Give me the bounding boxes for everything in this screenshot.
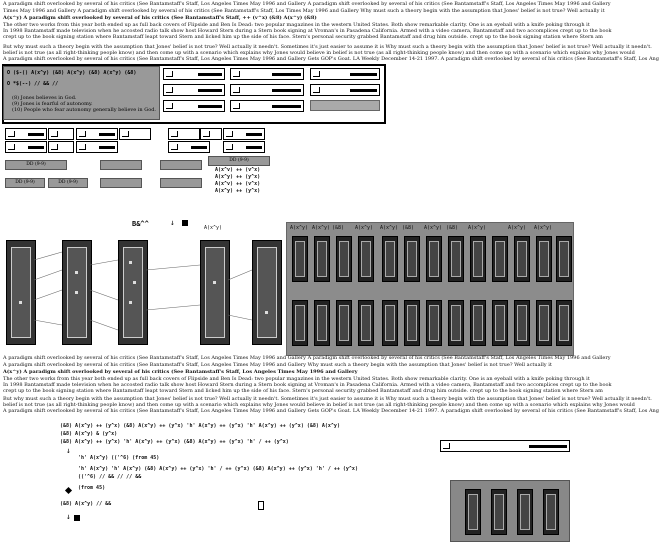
equation: (('^6) // && // // && [78, 474, 142, 480]
logic-cell [230, 68, 304, 80]
text-line: But why must such a theory begin with the assumption that Jones' belief is not true? Well actually it needn't. Sometimes it's just easier to assume it is Why must such a theory begin with the assumption that Jones' belief is not true? Well actually it needn't. [3, 44, 652, 50]
text-line: In 1998 Bantamstaff made television when he accosted radio talk show host Howard Stern during a Stern book signing at Vroman's in Pasadena California. Armed with a video camera, Bantamstaff and two accomplices crept up to the book [3, 382, 612, 388]
equation: (from 45) [78, 485, 106, 491]
slab-label: A(x^y) [204, 225, 223, 231]
small-cell [168, 141, 210, 153]
text-line: A paradigm shift overlooked by several of his critics (See Bantamstaff's Staff, Los Angeles Times May 1996 and Gallery Gets GOP's Goat. LA Weekly December 14-21 1997. A paradigm shift overlooked by several of his critics (See Bantamstaff's Staff, Los Ang [3, 56, 659, 62]
grid-slab [556, 300, 572, 346]
grid-slab [426, 236, 442, 282]
grid-slab [448, 236, 464, 282]
slab-label: A(x^y) [534, 225, 553, 231]
equation: (&8) A(x^y) // && [60, 501, 112, 507]
grid-slab [536, 236, 552, 282]
grid-slab [556, 236, 572, 282]
small-cell [200, 128, 222, 140]
dd-button[interactable]: DD (9-9) [48, 178, 88, 188]
grid-slab [536, 300, 552, 346]
grid-slab [470, 236, 486, 282]
grid-slab [358, 236, 374, 282]
formula: A(x^v) ++ (v^x) [215, 181, 261, 187]
small-cell [223, 141, 265, 153]
grid-slab [404, 300, 420, 346]
grid-slab [404, 236, 420, 282]
small-cell [168, 128, 200, 140]
diamond-icon [65, 487, 72, 494]
grid-slab [514, 236, 530, 282]
slab-label: A(x^y) [508, 225, 527, 231]
diagram-title: B&^^ [132, 220, 149, 228]
gray-bar [160, 160, 202, 170]
small-cell [48, 141, 74, 153]
footnote: (8) Jones believes in God. [12, 95, 77, 101]
text-line: The other two works from this year both ended up as full back covers of Flipside and Ben Is Dead: two popular magazines in the western United States. Both show remarkable clarity. One is an eyeball with a knife poking through it [3, 376, 590, 382]
text-line: belief is not true (as all right-thinking people know) and then come up with a scenario which explains why Jones would believe in belief is not true (as all right-thinking people know) and then come up with a scenario which explains why Jones would [3, 402, 635, 408]
text-line: The other two works from this year both ended up as full back covers of Flipside and Ben Is Dead: two popular magazines in the western United States. Both show remarkable clarity. One is an eyeball with a knife poking through it [3, 22, 590, 28]
text-line: A paradigm shift overlooked by several of his critics (See Bantamstaff's Staff, Los Angeles Times May 1996 and Gallery Why must such a theory begin with the assumption that Jones' belief is not true? Well actually it [3, 362, 552, 368]
dd-button[interactable]: DD (9-9) [5, 178, 45, 188]
text-line: crept up to the book signing station where Bantamstaff leapt toward Stern and licked him up the side of his face. Stern's personal security grabbed Bantamstaff and drug him outside. crept up to the book signing station where Stern am [3, 388, 603, 394]
formula: A(x^y) ++ (y^x) [215, 174, 261, 180]
equation: (&8) A(x^y) ++ (y^x) (&8) A(x^y) ++ (y^x) 'h' A(x^y) ++ (y^x) 'h' A(x^y) ++ (y^x) (&8) A(x^y) [60, 423, 340, 429]
grid-slab [292, 236, 308, 282]
grid-slab [492, 236, 508, 282]
small-cell [223, 128, 265, 140]
text-line: But why must such a theory begin with the assumption that Jones' belief is not true? Well actually it needn't. Sometimes it's just easier to assume it is Why must such a theory begin with the assumption that Jones' belief is not true? Well actually it needn't. [3, 396, 652, 402]
grid-slab [382, 300, 398, 346]
text-line: In 1998 Bantamstaff made television when he accosted radio talk show host Howard Stern during a Stern book signing at Vroman's in Pasadena California. Armed with a video camera, Bantamstaff and two accomplices crept up to the book [3, 28, 612, 34]
logic-cell [230, 100, 304, 112]
logic-cell [163, 84, 225, 96]
text-line: A paradigm shift overlooked by several of his critics (See Bantamstaff's Staff, Los Angeles Times May 1996 and Gallery A paradigm shift overlooked by several of his critics (See Bantamstaff's Staff, Los Angeles Times May 1996 and Gallery [3, 1, 611, 7]
logic-box [3, 66, 160, 120]
small-cell [76, 141, 118, 153]
text-line: Times May 1996 and Gallery A paradigm shift overlooked by several of his critics (See Bantamstaff's Staff, Los Times May 1996 and Gallery Why must such a theory begin with the assumption that Jones' belief is not true? Well actually it [3, 8, 605, 14]
logic-cell [163, 68, 225, 80]
grid-slab [492, 300, 508, 346]
grid-slab [426, 300, 442, 346]
logic-cell [163, 100, 225, 112]
formula: A(x^y) ++ (y^x) [215, 188, 261, 194]
slab-label: A(x^y) [468, 225, 487, 231]
grid-slab [314, 300, 330, 346]
slab-label: (&8) [446, 225, 459, 231]
text-line: crept up to the book signing station where Bantamstaff leapt toward Stern and licked him up the side of his face. Stern's personal security grabbed Bantamstaff and drug him outside. crept up to the book signing station where Stern am [3, 34, 603, 40]
equation: (&8) A(x^y) ++ (y^x) 'h' A(x^y) ++ (y^x) (&8) A(x^y) ++ (y^x) 'h' / ++ (y^x) [60, 439, 289, 445]
formula: A(x^v) ++ (v^x) [215, 167, 261, 173]
arrow-down-icon: ↓ [66, 512, 71, 521]
arrow-down-icon: ↓ [66, 446, 71, 455]
slab-label: (&8) [332, 225, 345, 231]
square-icon [182, 220, 188, 226]
grid-slab [448, 300, 464, 346]
mini-cell [440, 440, 570, 452]
grid-slab [314, 236, 330, 282]
slab-label: A(x^y) [290, 225, 309, 231]
slab-label: (&8) [402, 225, 415, 231]
slab-label: A(x^y) [424, 225, 443, 231]
equation: 'h' A(x^y) (('^6) (from 45) [78, 455, 160, 461]
grid-slab [292, 300, 308, 346]
grid-slab [336, 300, 352, 346]
small-box-icon [258, 501, 264, 510]
text-line: A(x^y) A paradigm shift overlooked by several of his critics (See Bantamstaff's Staff, Los Angeles Times May 1996 and Gallery [3, 369, 358, 375]
footnote: (9) Jones is fearful of autonomy. [12, 101, 93, 107]
grid-slab [358, 300, 374, 346]
small-cell [5, 141, 47, 153]
logic-cell [310, 84, 380, 96]
mini-slab [491, 489, 507, 535]
mini-diagram [450, 480, 570, 542]
gray-bar [160, 178, 202, 188]
logic-row: O ($-() A(x^y) (&8) A(x^y) (&8) A(x^y) (&8) [7, 70, 137, 76]
grid-slab [336, 236, 352, 282]
dd-button[interactable]: DD (9-9) [208, 156, 270, 166]
slab-label: A(x^y) [312, 225, 331, 231]
text-line: A paradigm shift overlooked by several of his critics (See Bantamstaff's Staff, Los Angeles Times May 1996 and Gallery A paradigm shift overlooked by several of his critics (See Bantamstaff's Staff, Los Angeles Times May 1996 and Gallery [3, 355, 611, 361]
small-cell [76, 128, 118, 140]
text-line: A(x^y) A paradigm shift overlooked by several of his critics (See Bantamstaff's Staff, ++ (v^x) (&8) A(x^y) (&8) [3, 15, 317, 21]
gray-bar [100, 178, 142, 188]
logic-cell [310, 68, 380, 80]
small-cell [119, 128, 151, 140]
small-cell [48, 128, 74, 140]
grid-slab [470, 300, 486, 346]
dd-button[interactable]: DD (9-9) [5, 160, 67, 170]
equation: 'h' A(x^y) 'h' A(x^y) (&8) A(x^y) ++ (y^x) 'h' / ++ (y^x) (&8) A(x^y) ++ (y^x) 'h' / ++ (y^x) [78, 466, 358, 472]
arrow-down-icon: ↓ [170, 218, 175, 227]
equation: (&8) A(x^y) & (y^x) [60, 431, 118, 437]
logic-cell-gray [310, 100, 380, 111]
mini-slab [465, 489, 481, 535]
logic-row: O *$(--) // && // [7, 81, 59, 87]
grid-slab [514, 300, 530, 346]
grid-slab [382, 236, 398, 282]
slab-label: A(x^y) [355, 225, 374, 231]
square-icon [74, 515, 80, 521]
slab-label: A(x^y) [380, 225, 399, 231]
mini-slab [517, 489, 533, 535]
text-line: belief is not true (as all right-thinking people know) and then come up with a scenario which explains why Jones would believe in belief is not true (as all right-thinking people know) and then come up with a scenario which explains why Jones would [3, 50, 635, 56]
footnote: (10) People who fear autonomy generally believe in God. [12, 107, 157, 113]
connector-lines [0, 240, 290, 350]
text-line: A paradigm shift overlooked by several of his critics (See Bantamstaff's Staff, Los Angeles Times May 1996 and Gallery Gets GOP's Goat. LA Weekly December 14-21 1997. A paradigm shift overlooked by several of his critics (See Bantamstaff's Staff, Los Ang [3, 408, 659, 414]
mini-slab [543, 489, 559, 535]
small-cell [5, 128, 47, 140]
logic-cell [230, 84, 304, 96]
gray-bar [100, 160, 142, 170]
